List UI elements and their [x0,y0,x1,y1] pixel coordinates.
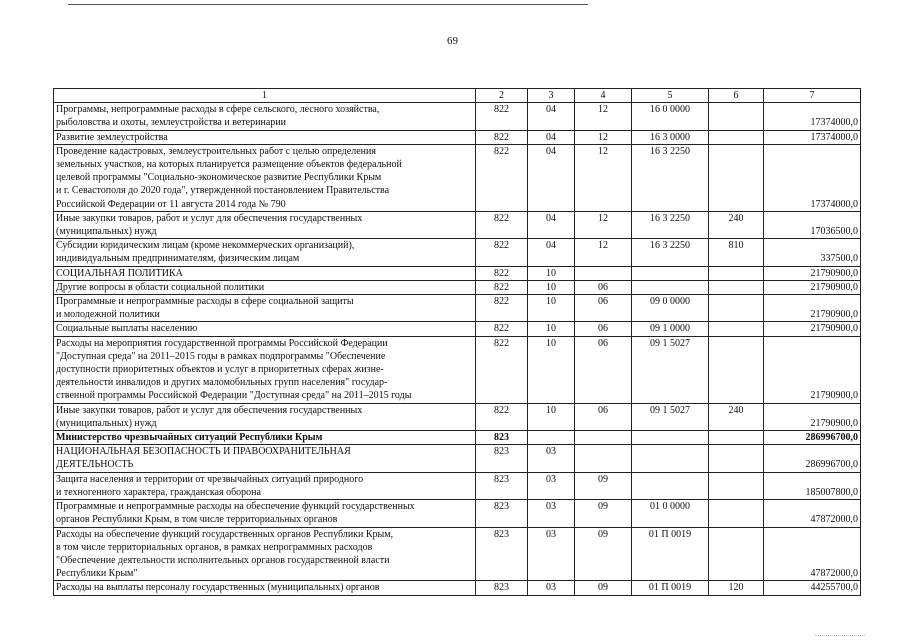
name-line: Министерство чрезвычайных ситуаций Республики Крым [56,432,323,444]
name-line: "Доступная среда" на 2011–2015 годы в рамках подпрограммы "Обеспечение [56,350,386,362]
target-article-cell: 09 1 5027 [632,403,709,430]
amount-cell: 21790900,0 [764,336,861,403]
table-row [54,472,861,499]
subsection-cell: 06 [575,336,632,403]
name-line: в том числе территориальных органов, в рамках непрограммных расходов [56,541,373,553]
header-cell: 7 [764,89,861,103]
name-line: Проведение кадастровых, землеустроительных работ с целью определения [56,145,376,157]
target-article-cell [632,431,709,445]
subsection-cell: 12 [575,130,632,144]
subsection-cell: 09 [575,581,632,595]
header-cell: 4 [575,89,632,103]
subsection-cell: 12 [575,103,632,130]
expense-type-cell: 810 [709,239,764,266]
amount-cell: 286996700,0 [764,431,861,445]
name-line: Расходы на мероприятия государственной программы Российской Федерации [56,337,388,349]
code-cell: 823 [476,431,528,445]
name-line: целевой программы "Социально-экономическое развитие Республики Крым [56,172,382,184]
amount-cell: 21790900,0 [764,295,861,322]
table-row [54,527,861,581]
name-line: Программы, непрограммные расходы в сфере сельского, лесного хозяйства, [56,104,380,116]
table-row [54,266,861,280]
code-cell: 822 [476,103,528,130]
name-line: Расходы на выплаты персоналу государственных (муниципальных) органов [56,582,380,594]
amount-cell: 17374000,0 [764,144,861,211]
subsection-cell [575,266,632,280]
name-line: Развитие землеустройства [56,131,168,143]
name-line: доступности приоритетных объектов и услуг в приоритетных сферах жизне- [56,364,384,376]
table-row [54,280,861,294]
code-cell: 822 [476,130,528,144]
name-line: Программные и непрограммные расходы в сфере социальной защиты [56,296,354,308]
subsection-cell: 06 [575,403,632,430]
name-line: земельных участков, на которых планируется размещение объектов федеральной [56,159,402,171]
section-cell: 10 [528,266,575,280]
code-cell: 822 [476,336,528,403]
section-cell: 10 [528,295,575,322]
amount-cell: 17374000,0 [764,130,861,144]
subsection-cell: 09 [575,500,632,527]
name-line: Российской Федерации от 11 августа 2014 года № 790 [56,198,286,210]
expense-type-cell: 240 [709,403,764,430]
amount-cell: 47872000,0 [764,527,861,581]
amount-cell: 21790900,0 [764,322,861,336]
subsection-cell: 09 [575,527,632,581]
table-row [54,211,861,238]
target-article-cell: 09 1 5027 [632,336,709,403]
table-row [54,144,861,211]
code-cell: 822 [476,239,528,266]
amount-cell: 21790900,0 [764,403,861,430]
code-cell: 822 [476,295,528,322]
name-cell [54,280,476,294]
page-number: 69 [447,35,458,47]
expense-type-cell: 240 [709,211,764,238]
top-rule [68,4,588,5]
section-cell: 10 [528,336,575,403]
target-article-cell: 01 0 0000 [632,500,709,527]
budget-table [53,88,861,596]
name-cell [54,581,476,595]
section-cell: 04 [528,144,575,211]
name-line: (муниципальных) нужд [56,226,157,238]
amount-cell: 185007800,0 [764,472,861,499]
subsection-cell: 12 [575,144,632,211]
amount-cell: 44255700,0 [764,581,861,595]
name-line: Республики Крым" [56,568,138,580]
name-line: и г. Севастополя до 2020 года", утвержденной постановлением Правительства [56,185,390,197]
amount-cell: 21790900,0 [764,266,861,280]
code-cell: 823 [476,445,528,472]
section-cell: 03 [528,527,575,581]
name-line: Иные закупки товаров, работ и услуг для обеспечения государственных [56,404,363,416]
name-cell [54,266,476,280]
section-cell: 04 [528,211,575,238]
name-cell [54,103,476,130]
name-line: рыболовства и охоты, землеустройства и ветеринарии [56,117,286,129]
code-cell: 822 [476,211,528,238]
target-article-cell: 01 П 0019 [632,527,709,581]
section-cell: 03 [528,581,575,595]
section-cell: 10 [528,403,575,430]
name-cell [54,403,476,430]
target-article-cell [632,266,709,280]
scan-mark [815,635,865,636]
expense-type-cell [709,322,764,336]
header-cell: 3 [528,89,575,103]
expense-type-cell [709,144,764,211]
name-cell [54,211,476,238]
expense-type-cell: 120 [709,581,764,595]
expense-type-cell [709,295,764,322]
target-article-cell [632,445,709,472]
section-cell [528,431,575,445]
code-cell: 822 [476,280,528,294]
expense-type-cell [709,445,764,472]
amount-cell: 17036500,0 [764,211,861,238]
name-line: и молодежной политики [56,309,160,321]
name-line: СОЦИАЛЬНАЯ ПОЛИТИКА [56,267,183,279]
code-cell: 822 [476,144,528,211]
name-cell [54,472,476,499]
table-row [54,103,861,130]
code-cell: 822 [476,266,528,280]
target-article-cell: 09 1 0000 [632,322,709,336]
subsection-cell: 12 [575,211,632,238]
table-row [54,336,861,403]
subsection-cell: 06 [575,322,632,336]
code-cell: 822 [476,403,528,430]
name-cell [54,431,476,445]
subsection-cell: 09 [575,472,632,499]
header-cell: 6 [709,89,764,103]
name-cell [54,295,476,322]
section-cell: 04 [528,130,575,144]
name-line: ДЕЯТЕЛЬНОСТЬ [56,459,134,471]
section-cell: 04 [528,239,575,266]
name-line: Защита населения и территории от чрезвычайных ситуаций природного [56,473,364,485]
code-cell: 823 [476,500,528,527]
subsection-cell [575,445,632,472]
subsection-cell: 06 [575,295,632,322]
subsection-cell [575,431,632,445]
name-line: НАЦИОНАЛЬНАЯ БЕЗОПАСНОСТЬ И ПРАВООХРАНИТЕЛЬНАЯ [56,446,351,458]
name-line: индивидуальным предпринимателям, физическим лицам [56,253,300,265]
name-line: Расходы на обеспечение функций государственных органов Республики Крым, [56,528,394,540]
name-cell [54,500,476,527]
table-row [54,445,861,472]
table-row [54,431,861,445]
amount-cell: 17374000,0 [764,103,861,130]
header-row [54,89,861,103]
name-line: деятельности инвалидов и других маломобильных групп населения" государ- [56,377,388,389]
name-line: Социальные выплаты населению [56,323,198,335]
name-line: Субсидии юридическим лицам (кроме некоммерческих организаций), [56,240,355,252]
expense-type-cell [709,266,764,280]
code-cell: 822 [476,322,528,336]
name-cell [54,239,476,266]
table-row [54,403,861,430]
amount-cell: 286996700,0 [764,445,861,472]
section-cell: 03 [528,500,575,527]
name-cell [54,322,476,336]
name-line: "Обеспечение деятельности исполнительных органов государственной власти [56,554,390,566]
name-line: Иные закупки товаров, работ и услуг для обеспечения государственных [56,212,363,224]
name-line: и техногенного характера, гражданская оборона [56,486,261,498]
target-article-cell: 16 3 2250 [632,144,709,211]
expense-type-cell [709,280,764,294]
table-row [54,130,861,144]
expense-type-cell [709,336,764,403]
name-line: Программные и непрограммные расходы на обеспечение функций государственных [56,501,415,513]
amount-cell: 21790900,0 [764,280,861,294]
name-line: Другие вопросы в области социальной политики [56,281,265,293]
header-cell: 5 [632,89,709,103]
table-row [54,295,861,322]
name-cell [54,144,476,211]
section-cell: 03 [528,445,575,472]
amount-cell: 337500,0 [764,239,861,266]
target-article-cell [632,280,709,294]
name-line: органов Республики Крым, в том числе территориальных органов [56,514,338,526]
table-row [54,500,861,527]
target-article-cell: 01 П 0019 [632,581,709,595]
expense-type-cell [709,500,764,527]
table-row [54,322,861,336]
expense-type-cell [709,103,764,130]
expense-type-cell [709,431,764,445]
header-cell: 1 [54,89,476,103]
target-article-cell [632,472,709,499]
name-cell [54,130,476,144]
table-row [54,239,861,266]
expense-type-cell [709,527,764,581]
name-line: ственной программы Российской Федерации "Доступная среда" на 2011–2015 годы [56,390,412,402]
header-cell: 2 [476,89,528,103]
name-cell [54,527,476,581]
target-article-cell: 16 3 2250 [632,211,709,238]
target-article-cell: 16 0 0000 [632,103,709,130]
code-cell: 823 [476,527,528,581]
name-line: (муниципальных) нужд [56,417,157,429]
subsection-cell: 12 [575,239,632,266]
name-cell [54,336,476,403]
target-article-cell: 16 3 0000 [632,130,709,144]
section-cell: 10 [528,322,575,336]
section-cell: 04 [528,103,575,130]
table-row [54,581,861,595]
amount-cell: 47872000,0 [764,500,861,527]
code-cell: 823 [476,472,528,499]
code-cell: 823 [476,581,528,595]
name-cell [54,445,476,472]
section-cell: 03 [528,472,575,499]
target-article-cell: 16 3 2250 [632,239,709,266]
expense-type-cell [709,130,764,144]
expense-type-cell [709,472,764,499]
subsection-cell: 06 [575,280,632,294]
section-cell: 10 [528,280,575,294]
target-article-cell: 09 0 0000 [632,295,709,322]
